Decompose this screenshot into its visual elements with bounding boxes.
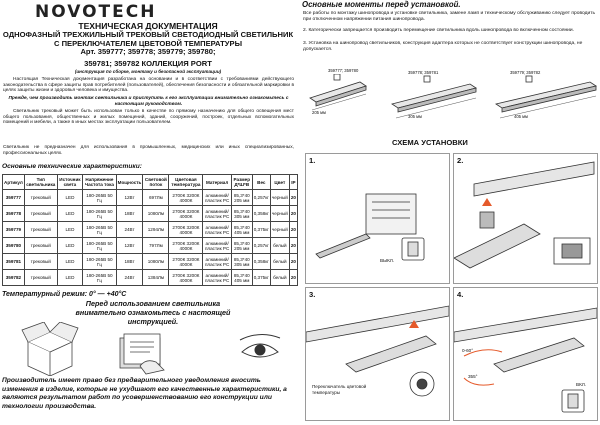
table-cell: 2700К 3200К 4000К [169,190,203,206]
table-cell: 797Лм [143,238,169,254]
table-header: Артикул [3,175,25,190]
power-switch-icon [402,238,424,260]
table-cell: 359780 [3,238,25,254]
table-row [3,206,298,222]
model-label: 359778; 359781 [408,70,439,75]
table-header: Материал [203,175,231,190]
table-cell: 180-265В 50 Гц [83,270,117,286]
spec-title: Основные технические характеристики: [2,163,142,170]
on-label: ВКЛ. [576,382,587,387]
connector-detail [554,238,590,264]
table-cell: 85,3*40 405 мм [231,222,252,238]
table-header: IP [289,175,297,190]
box-icon [22,322,78,376]
table-cell: белый [270,238,289,254]
step-4-panel [453,287,598,421]
table-header: Цвет [270,175,289,190]
rotation-icon [464,350,502,385]
table-cell: 0,257кг [252,190,270,206]
table-cell: 180-265В 50 Гц [83,238,117,254]
step-1-panel [305,153,450,284]
right-section-title: Основные моменты перед установкой. [302,0,461,9]
table-cell: 20 [289,270,297,286]
right-paragraph-3: 3. Установка на шинопровод светильников, конструкция адаптера которых не соответствует конструкции шинопровода, не допускается. [303,41,583,52]
step-number: 1. [309,156,316,165]
rotation-angle-label: 355° [468,374,478,379]
table-cell: 0,375кг [252,222,270,238]
table-header-row [3,175,298,190]
table-cell: алюминий/ пластик PC [203,270,231,286]
table-cell: 180-265В 50 Гц [83,254,117,270]
table-cell: белый [270,254,289,270]
hand-manual-icon [120,334,164,374]
table-cell: 1080Лм [143,254,169,270]
table-row [3,254,298,270]
usage-paragraph: Светильник трековый может быть использован только в качестве по прямому назначению для общего освещения мест общего пользования, общественных и жилых помещений, зданий, сооружений, построек, отдельных вспомогательных помещений и мебели, а также в иных местах эксплуатации пользователем. [3,109,294,126]
table-cell: 2700К 3200К 4000К [169,238,203,254]
temperature-mode: Температурный режим: 0° — +40°С [2,291,127,298]
table-cell: 359782 [3,270,25,286]
table-header: Цветовая температура [169,175,203,190]
tilt-angle-label: 0-60° [462,348,474,353]
model-label: 359779; 359782 [510,70,541,75]
table-cell: 20 [289,190,297,206]
intro-paragraph: Настоящая Техническая документация разработана на основании и в соответствии с требованиями действующего законодательства в сфере защиты прав потребителей (пользователей), обеспечения безопасности и обязательной маркировки в целях защиты жизни и здоровья человека и имущества. [3,77,294,94]
table-cell: 1384Лм [143,270,169,286]
model-dimension: 305 мм [408,114,422,119]
table-cell: LED [57,206,82,222]
table-cell: трековый [24,270,57,286]
brand-logo: NOVOTECH [35,2,157,22]
switch-label: Переключатель цветовой температуры [312,384,367,395]
table-cell: трековый [24,222,57,238]
table-cell: 85,3*40 305 мм [231,254,252,270]
table-cell: 2700К 3200К 4000К [169,254,203,270]
step-3-illustration [306,288,449,420]
right-paragraph-2: 2. Категорически запрещается производить перемещение светильника вдоль шинопровода во включенном состоянии. [303,28,575,33]
table-cell: 359778 [3,206,25,222]
table-cell: LED [57,190,82,206]
table-cell: 85,3*40 205 мм [231,238,252,254]
table-cell: 359779 [3,222,25,238]
model-dimension: 205 мм [312,110,326,115]
table-cell: 0,358кг [252,254,270,270]
table-cell: 2700К 3200К 4000К [169,222,203,238]
step-2-illustration [454,154,597,283]
table-cell: белый [270,270,289,286]
table-cell: 20 [289,238,297,254]
table-cell: 180-265В 50 Гц [83,222,117,238]
model-label: 359777; 359780 [328,68,359,73]
table-cell: 20 [289,222,297,238]
doc-title: ТЕХНИЧЕСКАЯ ДОКУМЕНТАЦИЯ [78,21,218,31]
table-header: Напряжение Частота тока [83,175,117,190]
table-cell: 85,3*40 405 мм [231,270,252,286]
step-number: 2. [457,156,464,165]
before-use-note: Перед использованием светильника внимательно ознакомьтесь с настоящей инструкцией. [75,299,231,326]
table-cell: трековый [24,190,57,206]
table-row [3,222,298,238]
power-switch-icon [562,390,584,412]
installation-scheme-title: СХЕМА УСТАНОВКИ [392,138,468,147]
table-cell: LED [57,238,82,254]
table-cell: 1294Лм [143,222,169,238]
table-cell: черный [270,222,289,238]
table-cell: 85,3*40 205 мм [231,190,252,206]
spec-table [2,174,298,286]
table-cell: 359777 [3,190,25,206]
model-dimension: 405 мм [514,114,528,119]
table-cell: LED [57,254,82,270]
table-cell: 24Вт [116,222,143,238]
table-header: Источник света [57,175,82,190]
articles-line: Арт. 359777; 359778; 359779; 359780; [80,47,216,56]
table-header: Световой поток [143,175,169,190]
table-cell: трековый [24,254,57,270]
table-cell: 18Вт [116,206,143,222]
step-2-panel [453,153,598,284]
eye-icon [240,334,280,357]
table-cell: 0,375кг [252,270,270,286]
table-cell: 2700К 3200К 4000К [169,206,203,222]
table-cell: трековый [24,206,57,222]
table-cell: алюминий/ пластик PC [203,206,231,222]
table-cell: алюминий/ пластик PC [203,238,231,254]
table-cell: алюминий/ пластик PC [203,254,231,270]
table-cell: 12Вт [116,238,143,254]
instruction-note: (инструкция по сборке, монтажу и безопасной эксплуатации) [74,69,222,74]
collection-line: 359781; 359782 КОЛЛЕКЦИЯ PORT [84,59,212,68]
table-header: Вес [252,175,270,190]
right-paragraph-1: Все работы по монтажу шинопровода и установке светильника, замене ламп и техническому обслуживанию следует проводить при отключенном напряжении питания шинопровода. [303,11,596,22]
table-row [3,270,298,286]
table-cell: черный [270,206,289,222]
table-cell: 20 [289,206,297,222]
table-header: Размер Д*Ш*В [231,175,252,190]
step-number: 4. [457,290,464,299]
table-cell: LED [57,222,82,238]
step-1-illustration [306,154,449,283]
step-3-panel [305,287,450,421]
warning-paragraph: Прежде, чем производить монтаж светильника и приступить к его эксплуатации внимательно ознакомьтесь с настоящим руководством. [8,96,289,107]
table-cell: черный [270,190,289,206]
usage-limit-paragraph: Светильник не предназначен для использования в промышленных, медицинских или иных специализированных, профессиональных целях. [3,145,294,156]
table-cell: 0,257кг [252,238,270,254]
table-cell: 2700К 3200К 4000К [169,270,203,286]
table-cell: трековый [24,238,57,254]
table-row [3,190,298,206]
table-cell: 85,3*40 305 мм [231,206,252,222]
table-header: Мощность [116,175,143,190]
color-temperature-switch-icon [410,372,434,396]
table-cell: 12Вт [116,190,143,206]
table-header: Тип светильника [24,175,57,190]
arrow-up-icon [482,198,492,206]
table-cell: алюминий/ пластик PC [203,222,231,238]
table-cell: 180-265В 50 Гц [83,206,117,222]
table-cell: 1080Лм [143,206,169,222]
table-cell: 24Вт [116,270,143,286]
table-cell: LED [57,270,82,286]
step-4-illustration [454,288,597,420]
table-cell: 20 [289,254,297,270]
step-number: 3. [309,290,316,299]
table-cell: 697Лм [143,190,169,206]
table-cell: 0,358кг [252,206,270,222]
table-row [3,238,298,254]
model-drawings [300,74,600,124]
footer-notice: Производитель имеет право без предварительного уведомления вносить изменения в изделие, которые не ухудшают его качественные характеристики, а являются результатом работ по усовершенствованию его конструкции или технологии производства. [2,377,287,410]
product-title: ОДНОФАЗНЫЙ ТРЕХЖИЛЬНЫЙ ТРЕКОВЫЙ СВЕТОДИОДНЫЙ СВЕТИЛЬНИК С ПЕРЕКЛЮЧАТЕЛЕМ ЦВЕТОВОЙ ТЕМПЕРАТУРЫ [2,30,294,48]
instructions-illustration [20,322,300,376]
table-cell: 18Вт [116,254,143,270]
table-cell: 180-265В 50 Гц [83,190,117,206]
table-cell: алюминий/ пластик PC [203,190,231,206]
table-cell: 359781 [3,254,25,270]
off-label: ВЫКЛ. [380,258,395,263]
